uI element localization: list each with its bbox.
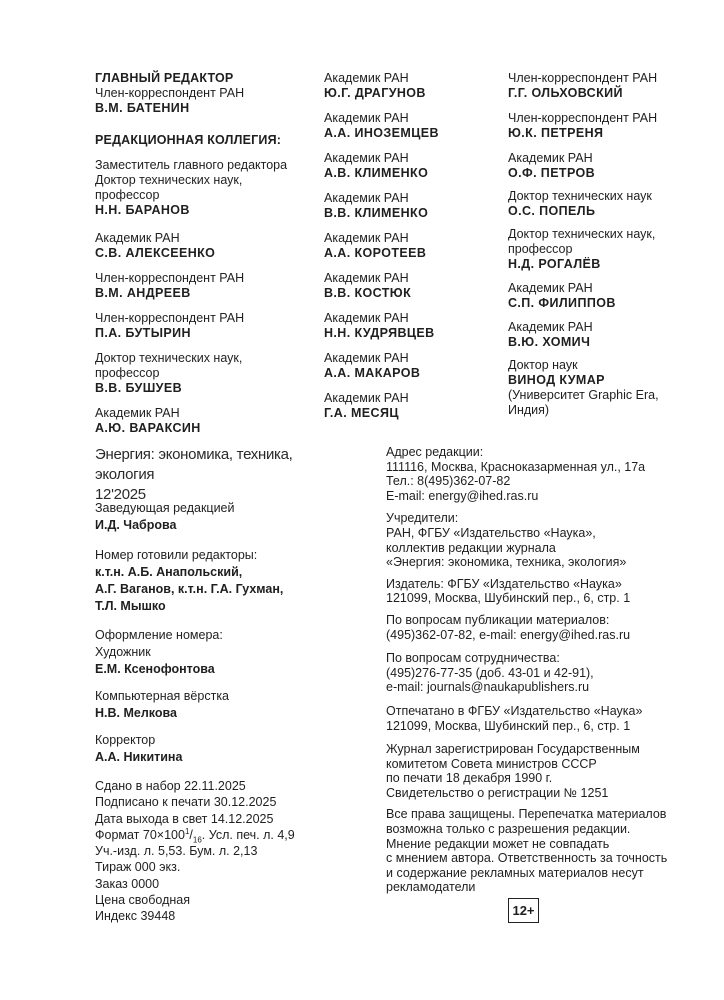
staff-name: И.Д. Чаброва — [95, 518, 177, 532]
info-line: и содержание рекламных материалов несут — [386, 865, 644, 880]
format-text: Формат 70×100 — [95, 827, 185, 842]
info-line: (495)362-07-82, e-mail: energy@ihed.ras.ru — [386, 627, 631, 642]
info-line: По вопросам публикации материалов: — [386, 612, 610, 627]
format-sub: 16 — [192, 835, 202, 845]
staff-label: Корректор — [95, 733, 156, 747]
board-member — [95, 406, 295, 436]
info-line: E-mail: energy@ihed.ras.ru — [386, 488, 539, 503]
member-title: Академик РАН — [324, 111, 409, 125]
info-line: коллектив редакции журнала — [386, 540, 556, 555]
imprint-line: Тираж 000 экз. — [95, 860, 181, 875]
imprint-format — [95, 827, 365, 843]
info-line: Учредители: — [386, 511, 459, 526]
member-title: Академик РАН — [324, 231, 409, 245]
board-member — [324, 151, 494, 181]
registration-block — [386, 742, 676, 800]
board-member — [508, 281, 678, 311]
imprint-line: Дата выхода в свет 14.12.2025 — [95, 811, 274, 826]
member-title: Член-корреспондент РАН — [95, 271, 245, 285]
member-title: Доктор технических наук, — [95, 173, 243, 187]
publisher-block — [386, 577, 676, 606]
member-title: Академик РАН — [508, 151, 593, 165]
journal-title — [95, 445, 355, 505]
board-member — [324, 311, 494, 341]
info-line: 121099, Москва, Шубинский пер., 6, стр. 1 — [386, 591, 631, 606]
editorial-column-3 — [508, 71, 678, 426]
info-line: (495)276-77-35 (доб. 43-01 и 42-91), — [386, 665, 594, 680]
info-line: рекламодатели — [386, 880, 476, 895]
board-member — [95, 311, 295, 341]
info-line: по печати 18 декабря 1990 г. — [386, 771, 553, 786]
member-title: Академик РАН — [324, 191, 409, 205]
journal-name: Энергия: экономика, техника, экология — [95, 446, 293, 483]
publisher-info — [386, 445, 676, 895]
info-line: возможна только с разрешения редакции. — [386, 822, 631, 837]
member-title: Член-корреспондент РАН — [95, 86, 245, 100]
member-title: профессор — [95, 188, 160, 202]
member-title: Доктор технических наук, — [508, 227, 656, 241]
board-member — [95, 158, 295, 218]
staff-name: Е.М. Ксенофонтова — [95, 662, 215, 676]
board-member — [508, 320, 678, 350]
member-name: ВИНОД КУМАР — [508, 373, 605, 387]
info-line: комитетом Совета министров СССР — [386, 756, 597, 771]
staff-label: Оформление номера: — [95, 628, 223, 642]
member-title: Академик РАН — [508, 281, 593, 295]
staff-label: Компьютерная вёрстка — [95, 689, 230, 703]
info-line: 111116, Москва, Красноказарменная ул., 17а — [386, 459, 646, 474]
info-line: Журнал зарегистрирован Государственным — [386, 742, 640, 757]
editorial-column-1 — [95, 71, 295, 444]
member-name: В.М. БАТЕНИН — [95, 101, 190, 115]
member-title: профессор — [95, 366, 160, 380]
board-member — [95, 351, 295, 396]
info-line: Мнение редакции может не совпадать — [386, 836, 610, 851]
journal-issue: 12'2025 — [95, 486, 146, 503]
imprint-line: Сдано в набор 22.11.2025 — [95, 779, 246, 793]
board-member — [324, 391, 494, 421]
member-title: Доктор наук — [508, 358, 578, 372]
imprint-line: Уч.-изд. л. 5,53. Бум. л. 2,13 — [95, 844, 258, 859]
member-name: Н.Н. КУДРЯВЦЕВ — [324, 326, 435, 340]
board-member — [324, 111, 494, 141]
member-title: Академик РАН — [324, 71, 409, 85]
staff-label: Заведующая редакцией — [95, 501, 235, 515]
board-member — [508, 227, 678, 272]
board-member — [508, 358, 678, 418]
rights-block — [386, 807, 676, 895]
age-rating-badge: 12+ — [508, 898, 539, 923]
staff-name: Т.Л. Мышко — [95, 599, 166, 613]
member-title: Доктор технических наук — [508, 189, 652, 203]
member-name: В.В. КЛИМЕНКО — [324, 206, 429, 220]
staff-label: Художник — [95, 645, 151, 659]
member-name: А.А. МАКАРОВ — [324, 366, 421, 380]
board-member — [95, 231, 295, 261]
member-title: Член-корреспондент РАН — [508, 71, 658, 85]
format-slash: / — [189, 827, 193, 842]
info-line: Издатель: ФГБУ «Издательство «Наука» — [386, 576, 622, 591]
member-title: Академик РАН — [324, 391, 409, 405]
board-member — [508, 189, 678, 219]
board-member — [324, 231, 494, 261]
board-member — [508, 111, 678, 141]
member-title: профессор — [508, 242, 573, 256]
member-title: Академик РАН — [324, 151, 409, 165]
member-title: Член-корреспондент РАН — [95, 311, 245, 325]
info-line: «Энергия: экономика, техника, экология» — [386, 555, 627, 570]
info-line: 121099, Москва, Шубинский пер., 6, стр. 1 — [386, 718, 631, 733]
member-title: Доктор технических наук, — [95, 351, 243, 365]
member-name: В.В. БУШУЕВ — [95, 381, 183, 395]
member-name: А.А. КОРОТЕЕВ — [324, 246, 427, 260]
imprint-line: Заказ 0000 — [95, 876, 160, 891]
chief-heading: ГЛАВНЫЙ РЕДАКТОР — [95, 71, 234, 85]
address-block — [386, 445, 676, 503]
member-title: Академик РАН — [95, 231, 180, 245]
member-name: С.В. АЛЕКСЕЕНКО — [95, 246, 216, 260]
member-affiliation: (Университет Graphic Era, — [508, 388, 659, 402]
member-affiliation: Индия) — [508, 403, 550, 417]
member-name: В.М. АНДРЕЕВ — [95, 286, 191, 300]
member-name: Г.Г. ОЛЬХОВСКИЙ — [508, 86, 623, 100]
format-text: . Усл. печ. л. 4,9 — [201, 827, 295, 842]
staff-label: Номер готовили редакторы: — [95, 548, 258, 562]
publication-contacts — [386, 613, 676, 642]
info-line: По вопросам сотрудничества: — [386, 651, 560, 666]
member-title: Академик РАН — [324, 271, 409, 285]
member-title: Заместитель главного редактора — [95, 158, 288, 172]
board-member — [324, 271, 494, 301]
info-line: Адрес редакции: — [386, 445, 484, 459]
info-line: с мнением автора. Ответственность за точность — [386, 851, 668, 866]
imprint-line: Цена свободная — [95, 893, 190, 908]
staff-name: Н.В. Мелкова — [95, 706, 177, 720]
member-name: О.С. ПОПЕЛЬ — [508, 204, 596, 218]
member-name: С.П. ФИЛИППОВ — [508, 296, 616, 310]
chief-editor — [95, 86, 295, 116]
member-title: Академик РАН — [324, 351, 409, 365]
member-name: Н.Д. РОГАЛЁВ — [508, 257, 601, 271]
staff-name: А.А. Никитина — [95, 750, 183, 764]
member-title: Член-корреспондент РАН — [508, 111, 658, 125]
member-name: О.Ф. ПЕТРОВ — [508, 166, 596, 180]
staff-name: А.Г. Ваганов, к.т.н. Г.А. Гухман, — [95, 582, 284, 596]
member-name: Ю.К. ПЕТРЕНЯ — [508, 126, 604, 140]
member-title: Академик РАН — [508, 320, 593, 334]
member-title: Академик РАН — [324, 311, 409, 325]
board-member — [324, 191, 494, 221]
info-line: РАН, ФГБУ «Издательство «Наука», — [386, 525, 596, 540]
member-name: А.Ю. ВАРАКСИН — [95, 421, 201, 435]
cooperation-contacts — [386, 651, 676, 695]
info-line: Тел.: 8(495)362-07-82 — [386, 474, 511, 489]
staff-name: к.т.н. А.Б. Анапольский, — [95, 565, 243, 579]
info-line: Отпечатано в ФГБУ «Издательство «Наука» — [386, 703, 643, 718]
board-member — [95, 271, 295, 301]
member-name: Н.Н. БАРАНОВ — [95, 203, 190, 217]
member-name: П.А. БУТЫРИН — [95, 326, 191, 340]
imprint — [95, 778, 365, 925]
imprint-line: Индекс 39448 — [95, 909, 176, 924]
editorial-column-2 — [324, 71, 494, 431]
info-line: Свидетельство о регистрации № 1251 — [386, 785, 609, 800]
member-name: А.А. ИНОЗЕМЦЕВ — [324, 126, 439, 140]
info-line: Все права защищены. Перепечатка материалов — [386, 807, 667, 822]
member-name: В.Ю. ХОМИЧ — [508, 335, 591, 349]
board-heading: РЕДАКЦИОННАЯ КОЛЛЕГИЯ: — [95, 133, 282, 147]
member-name: А.В. КЛИМЕНКО — [324, 166, 429, 180]
member-name: Г.А. МЕСЯЦ — [324, 406, 399, 420]
member-title: Академик РАН — [95, 406, 180, 420]
printed-block — [386, 704, 676, 733]
board-member — [508, 151, 678, 181]
board-member — [324, 71, 494, 101]
imprint-line: Подписано к печати 30.12.2025 — [95, 795, 277, 810]
board-member — [324, 351, 494, 381]
member-name: В.В. КОСТЮК — [324, 286, 412, 300]
founders-block — [386, 511, 676, 569]
format-sup: 1 — [184, 826, 190, 836]
member-name: Ю.Г. ДРАГУНОВ — [324, 86, 426, 100]
info-line: e-mail: journals@naukapublishers.ru — [386, 680, 590, 695]
board-member — [508, 71, 678, 101]
editorial-staff — [95, 500, 365, 766]
